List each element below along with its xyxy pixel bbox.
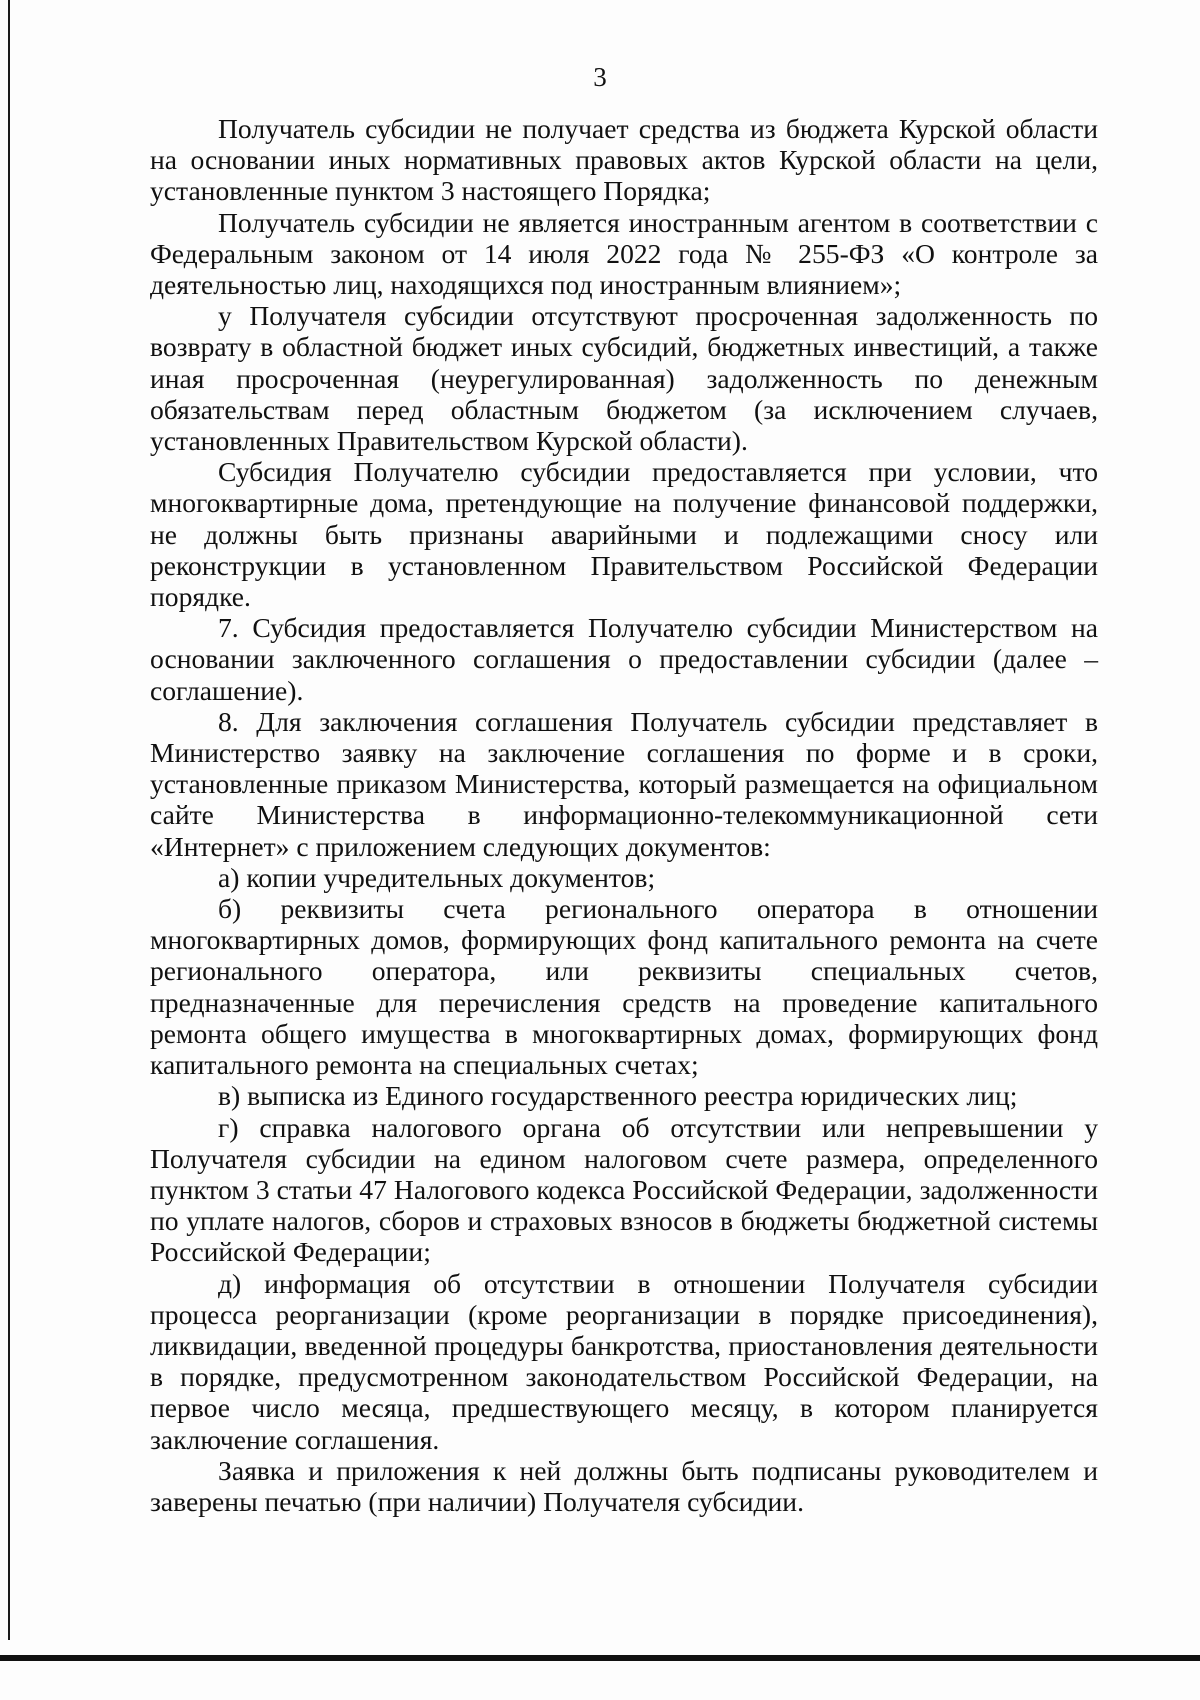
paragraph-item-8d: д) информация об отсутствии в отношении Получателя субсидии процесса реорганизации (кроме реорганизации в порядке присоединения), ликвидации, введенной процедуры банкротства, приостановления деятельности в порядке, предусмотренном законодательством Российской Федерации, на первое число месяца, предшествующего месяцу, в котором планируется заключение соглашения. (150, 1267, 1098, 1455)
paragraph-signature-requirement: Заявка и приложения к ней должны быть подписаны руководителем и заверены печатью (при наличии) Получателя субсидии. (150, 1454, 1098, 1517)
paragraph-item-8g: г) справка налогового органа об отсутствии или непревышении у Получателя субсидии на едином налоговом счете размера, определенного пунктом 3 статьи 47 Налогового кодекса Российской Федерации, задолженности по уплате налогов, сборов и страховых взносов в бюджеты бюджетной системы Российской Федерации; (150, 1111, 1098, 1268)
paragraph-not-foreign-agent: Получатель субсидии не является иностранным агентом в соответствии с Федеральным законом от 14 июля 2022 года № 255-ФЗ «О контроле за деятельностью лиц, находящихся под иностранным влиянием»; (150, 206, 1098, 301)
scan-bottom-edge (0, 1655, 1200, 1661)
scan-left-edge (8, 0, 10, 1640)
paragraph-item-7: 7. Субсидия предоставляется Получателю субсидии Министерством на основании заключенного соглашения о предоставлении субсидии (далее – соглашение). (150, 612, 1098, 706)
paragraph-item-8b: б) реквизиты счета регионального оператора в отношении многоквартирных домов, формирующих фонд капитального ремонта на счете регионального оператора, или реквизиты специальных счетов, предназначенные для перечисления средств на проведение капитального ремонта общего имущества в многоквартирных домах, формирующих фонд капитального ремонта на специальных счетах; (150, 893, 1098, 1081)
paragraph-item-8v: в) выписка из Единого государственного реестра юридических лиц; (218, 1080, 1018, 1112)
paragraph-subsidy-condition: Субсидия Получателю субсидии предоставляется при условии, что многоквартирные дома, претендующие на получение финансовой поддержки, не должны быть признаны аварийными и подлежащими сносу или реконструкции в установленном Правительством Российской Федерации порядке. (150, 456, 1098, 613)
paragraph-no-overdue-debt: у Получателя субсидии отсутствуют просроченная задолженность по возврату в областной бюджет иных субсидий, бюджетных инвестиций, а также иная просроченная (неурегулированная) задолженность по денежным обязательствам перед областным бюджетом (за исключением случаев, установленных Правительством Курской области). (150, 300, 1098, 457)
page-number: 3 (593, 62, 607, 92)
paragraph-no-other-funding: Получатель субсидии не получает средства из бюджета Курской области на основании иных нормативных правовых актов Курской области на цели, установленные пунктом 3 настоящего Порядка; (150, 113, 1098, 207)
paragraph-item-8: 8. Для заключения соглашения Получатель субсидии представляет в Министерство заявку на заключение соглашения по форме и в сроки, установленные приказом Министерства, который размещается на официальном сайте Министерства в информационно-телекоммуникационной сети «Интернет» с приложением следующих документов: (150, 705, 1098, 862)
document-body (150, 113, 1098, 1517)
paragraph-item-8a: а) копии учредительных документов; (218, 861, 656, 893)
